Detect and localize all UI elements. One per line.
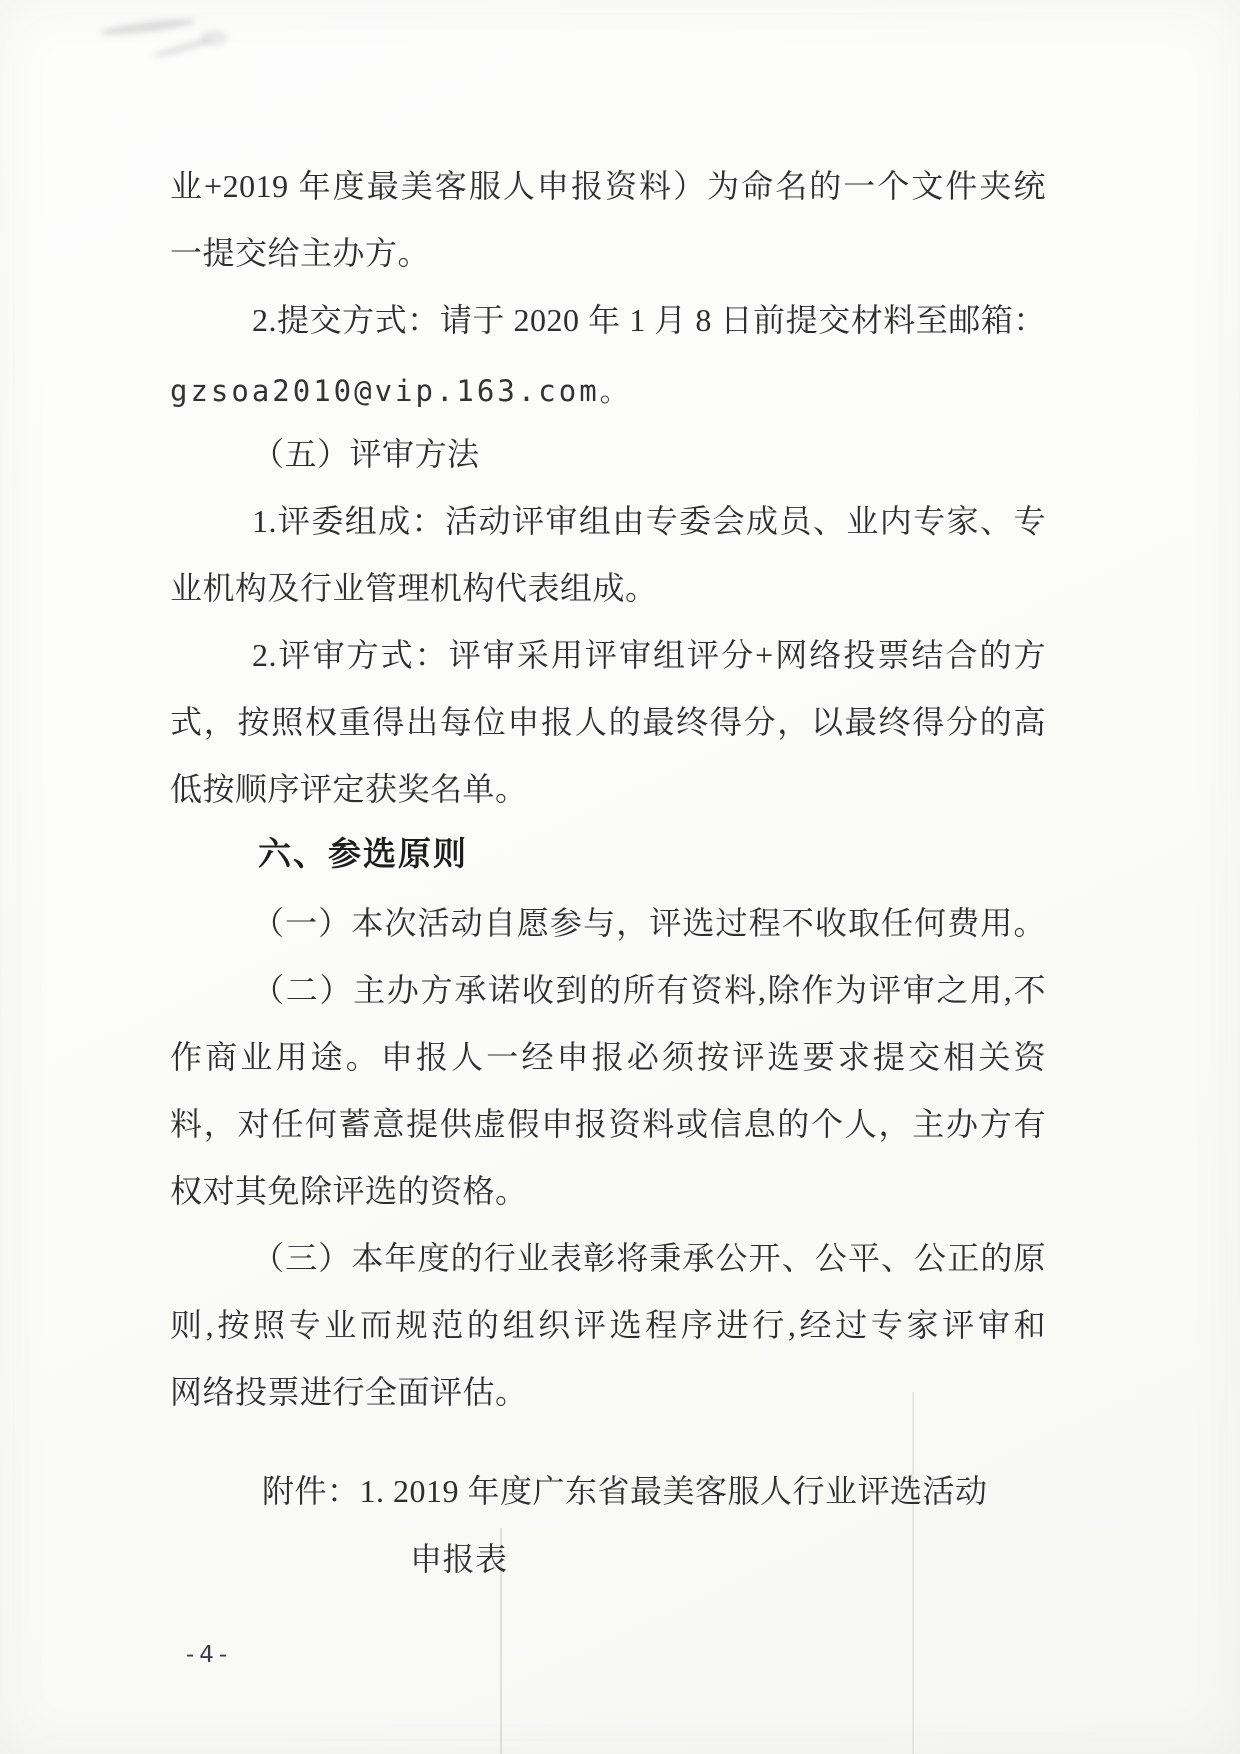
text-line: 式，按照权重得出每位申报人的最终得分，以最终得分的高 [170,704,1046,740]
text-line: （三）本年度的行业表彰将秉承公开、公平、公正的原 [252,1240,1046,1276]
page-number: -4- [186,1642,233,1668]
text-line: 网络投票进行全面评估。 [170,1374,528,1410]
text-line: 1.评委组成：活动评审组由专委会成员、业内专家、专 [252,503,1046,539]
text-line: 2.评审方式：评审采用评审组评分+网络投票结合的方 [252,637,1046,673]
email-address: gzsoa2010@vip.163.com。 [170,374,632,408]
text-line: 业机构及行业管理机构代表组成。 [170,570,658,606]
scan-line-artifact [912,1392,914,1754]
attachment-title: 附件：1. 2019 年度广东省最美客服人行业评选活动 [262,1473,988,1509]
scan-smudge [100,16,197,38]
section-heading: 六、参选原则 [258,835,468,872]
text-line: （一）本次活动自愿参与，评选过程不收取任何费用。 [252,905,1046,941]
text-line: 则,按照专业而规范的组织评选程序进行,经过专家评审和 [170,1307,1046,1343]
text-line: 一提交给主办方。 [170,235,431,271]
text-line: 低按顺序评定获奖名单。 [170,771,528,807]
text-line: 2.提交方式：请于 2020 年 1 月 8 日前提交材料至邮箱： [252,302,1046,338]
text-line: 业+2019 年度最美客服人申报资料）为命名的一个文件夹统 [170,168,1046,204]
scan-smudge [200,30,228,46]
attachment-title-2: 申报表 [410,1541,508,1577]
text-line: 作商业用途。申报人一经申报必须按评选要求提交相关资 [170,1039,1046,1075]
subsection-heading: （五）评审方法 [252,436,480,472]
scan-smudge [152,36,214,61]
text-line: （二）主办方承诺收到的所有资料,除作为评审之用,不 [252,972,1046,1008]
text-line: 权对其免除评选的资格。 [170,1173,528,1209]
text-line: 料，对任何蓄意提供虚假申报资料或信息的个人，主办方有 [170,1106,1046,1142]
